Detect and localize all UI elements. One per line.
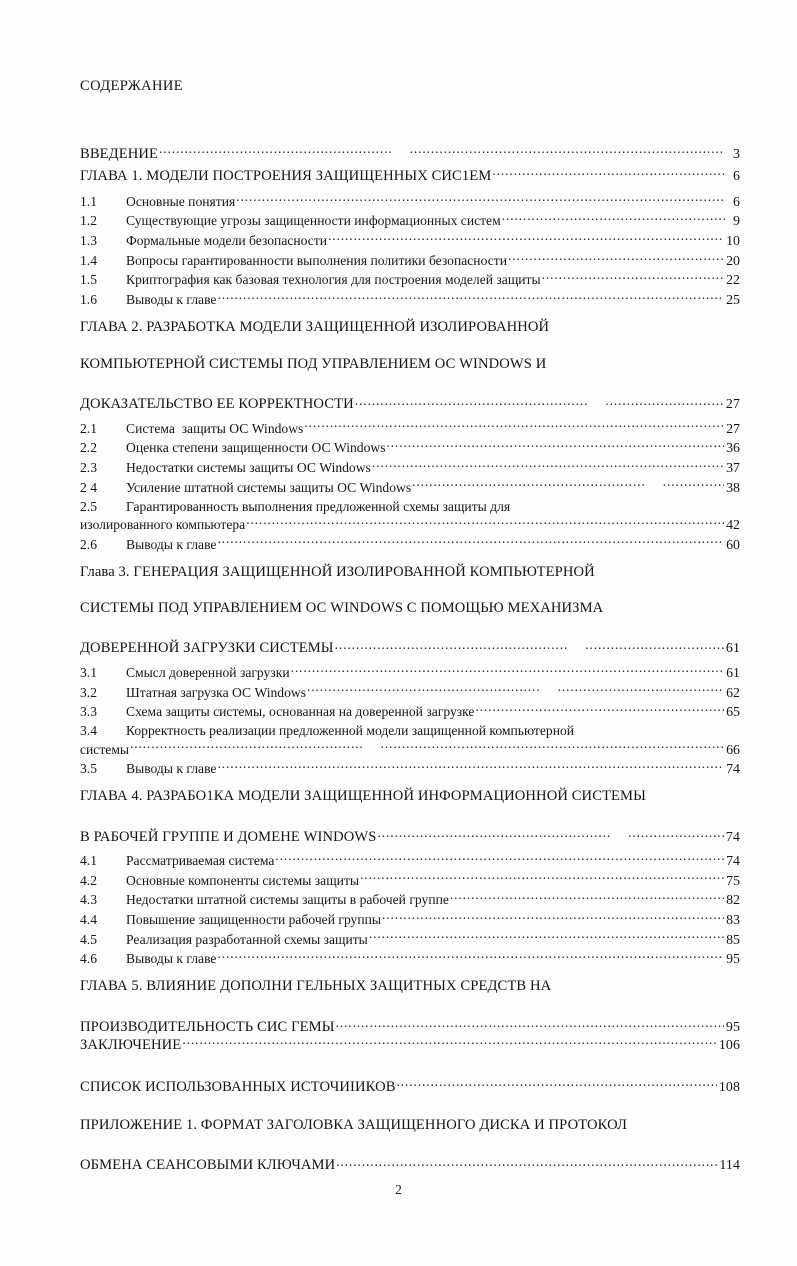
leader-dots xyxy=(378,826,724,841)
toc-section-3-1[interactable] xyxy=(80,663,740,683)
chapter2-heading-line3 xyxy=(80,393,740,412)
section-label: Смысл доверенной загрузки xyxy=(126,664,290,680)
section-number: 3.4 xyxy=(80,723,97,739)
leader-dots xyxy=(335,638,724,653)
toc-section-2-6[interactable] xyxy=(80,535,740,555)
toc-section-2-2[interactable] xyxy=(80,439,740,459)
toc-entry-page: 95 xyxy=(725,1019,740,1035)
toc-entry-page: 106 xyxy=(718,1038,740,1054)
section-number: 2.2 xyxy=(80,440,97,456)
leader-dots xyxy=(336,1154,717,1169)
toc-section-1-1[interactable] xyxy=(80,192,740,212)
section-page: 9 xyxy=(733,214,740,230)
section-number: 1.2 xyxy=(80,213,97,229)
section-label: Формальные модели безопасности xyxy=(126,233,328,249)
toc-section-1-4[interactable] xyxy=(80,251,740,271)
toc-section-4-2[interactable] xyxy=(80,871,740,891)
toc-entry-label: ВВЕДЕНИЕ xyxy=(80,145,159,162)
toc-section-3-5[interactable] xyxy=(80,760,740,780)
toc-entry-page: 108 xyxy=(718,1079,740,1095)
leader-dots xyxy=(217,950,724,964)
toc-entry-label: ДОВЕРЕННОЙ ЗАГРУЗКИ СИСТЕМЫ xyxy=(80,640,334,657)
toc-section-3-4[interactable] xyxy=(80,722,740,740)
section-label: Усиление штатной системы защиты ОС Windows xyxy=(126,479,412,495)
section-number: 4.6 xyxy=(80,951,97,967)
section-label: Вопросы гарантированности выполнения политики безопасности xyxy=(126,252,507,268)
section-number: 4.4 xyxy=(80,912,97,928)
section-number: 4.5 xyxy=(80,931,97,947)
toc-sections-chapter3 xyxy=(80,663,740,779)
section-label: Рассматриваемая система xyxy=(126,853,275,869)
toc-section-1-6[interactable] xyxy=(80,291,740,311)
section-number: 3.5 xyxy=(80,761,97,777)
section-number: 1.1 xyxy=(80,193,97,209)
toc-entry-introduction[interactable] xyxy=(80,143,740,163)
toc-section-3-4-continuation[interactable] xyxy=(80,740,740,760)
section-label: Повышение защищенности рабочей группы xyxy=(126,912,382,928)
toc-section-2-5-continuation[interactable] xyxy=(80,515,740,535)
leader-dots xyxy=(307,683,724,697)
toc-entry-label: ГЛАВА 1. МОДЕЛИ ПОСТРОЕНИЯ ЗАЩИЩЕННЫХ СИС1ЕМ xyxy=(80,168,492,185)
leader-dots xyxy=(328,232,724,246)
section-page: 74 xyxy=(726,762,740,778)
leader-dots xyxy=(336,1016,724,1031)
toc-section-3-2[interactable] xyxy=(80,683,740,703)
toc-section-2-3[interactable] xyxy=(80,458,740,478)
leader-dots xyxy=(386,439,724,453)
toc-entry-label: СПИСОК ИСПОЛЬЗОВАННЫХ ИСТОЧИIИКОВ xyxy=(80,1078,396,1095)
toc-entry-page: 6 xyxy=(732,169,740,185)
section-page: 65 xyxy=(726,705,740,721)
toc-section-4-3[interactable] xyxy=(80,891,740,911)
toc-entry-chapter3[interactable] xyxy=(80,565,740,657)
section-number: 3.2 xyxy=(80,684,97,700)
toc-entry-page: 74 xyxy=(725,829,740,845)
section-page: 20 xyxy=(726,253,740,269)
section-number: 1.4 xyxy=(80,252,97,268)
toc-section-2-1[interactable] xyxy=(80,419,740,439)
leader-dots xyxy=(236,192,725,206)
section-page: 42 xyxy=(726,517,740,533)
page-folio: 2 xyxy=(395,1182,402,1197)
toc-entry-page: 3 xyxy=(732,146,740,162)
toc-entry-page: 114 xyxy=(719,1157,740,1173)
leader-dots xyxy=(369,930,724,944)
section-page: 82 xyxy=(726,893,740,909)
section-page: 74 xyxy=(726,854,740,870)
leader-dots xyxy=(217,760,724,774)
section-number: 3.3 xyxy=(80,704,97,720)
section-page: 85 xyxy=(726,932,740,948)
leader-dots xyxy=(502,212,725,226)
toc-entry-label: В РАБОЧЕЙ ГРУППЕ И ДОМЕНЕ WINDOWS xyxy=(80,828,377,845)
section-page: 61 xyxy=(726,665,740,681)
toc-content xyxy=(80,78,740,1173)
leader-dots xyxy=(492,166,725,181)
toc-entry-conclusion[interactable] xyxy=(80,1035,740,1055)
section-page: 27 xyxy=(726,421,740,437)
toc-section-4-4[interactable] xyxy=(80,910,740,930)
toc-entry-chapter4[interactable] xyxy=(80,789,740,844)
section-page: 6 xyxy=(733,194,740,210)
toc-entry-label: ОБМЕНА СЕАНСОВЫМИ КЛЮЧАМИ xyxy=(80,1156,336,1173)
leader-dots xyxy=(382,910,724,924)
section-page: 36 xyxy=(726,441,740,457)
section-label: Корректность реализации предложенной модели защищенной компьютерной xyxy=(126,723,575,739)
toc-entry-label: ПРОИЗВОДИТЕЛЬНОСТЬ СИС ГЕМЫ xyxy=(80,1018,335,1035)
section-label: Гарантированность выполнения предложенной схемы защиты для xyxy=(126,498,511,514)
toc-section-2-5[interactable] xyxy=(80,498,740,516)
chapter5-heading-line1: ГЛАВА 5. ВЛИЯНИЕ ДОПОЛНИ ГЕЛЬНЫХ ЗАЩИТНЫХ СРЕДСТВ НА xyxy=(80,978,552,995)
toc-entry-label: ДОКАЗАТЕЛЬСТВО ЕЕ КОРРЕКТНОСТИ xyxy=(80,396,354,412)
toc-entry-references[interactable] xyxy=(80,1076,740,1096)
chapter3-heading-line1: Глава 3. ГЕНЕРАЦИЯ ЗАЩИЩЕННОЙ ИЗОЛИРОВАННОЙ КОМПЬЮТЕРНОЙ xyxy=(80,563,595,580)
toc-sections-chapter1 xyxy=(80,192,740,310)
leader-dots xyxy=(275,851,724,865)
section-page: 60 xyxy=(726,537,740,553)
leader-dots xyxy=(217,535,724,549)
toc-entry-appendix1[interactable] xyxy=(80,1118,740,1173)
leader-dots xyxy=(397,1076,717,1091)
toc-section-4-6[interactable] xyxy=(80,950,740,970)
section-number: 2.5 xyxy=(80,498,97,514)
section-page: 38 xyxy=(726,480,740,496)
section-label: Оценка степени защищенности ОС Windows xyxy=(126,440,386,456)
toc-entry-chapter5[interactable] xyxy=(80,979,740,1034)
section-label: Криптография как базовая технология для построения моделей защиты xyxy=(126,272,541,288)
leader-dots xyxy=(412,478,724,492)
section-number: 2 4 xyxy=(80,479,97,495)
section-page: 22 xyxy=(726,273,740,289)
toc-section-1-2[interactable] xyxy=(80,212,740,232)
section-number: 1.5 xyxy=(80,272,97,288)
section-label: Недостатки системы защиты ОС Windows xyxy=(126,459,371,475)
section-page: 66 xyxy=(726,742,740,758)
toc-section-1-5[interactable] xyxy=(80,271,740,291)
toc-entry-chapter2[interactable] xyxy=(80,320,740,412)
leader-dots xyxy=(355,393,724,408)
leader-dots xyxy=(508,251,724,265)
chapter2-heading-line2: КОМПЬЮТЕРНОЙ СИСТЕМЫ ПОД УПРАВЛЕНИЕМ ОС WINDOWS И xyxy=(80,355,547,372)
leader-dots xyxy=(475,703,724,717)
section-number: 3.1 xyxy=(80,664,97,680)
section-page: 62 xyxy=(726,685,740,701)
section-label-wrap: системы xyxy=(80,741,130,757)
section-page: 83 xyxy=(726,913,740,929)
section-number: 2.3 xyxy=(80,459,97,475)
section-label: Выводы к главе xyxy=(126,951,217,967)
toc-entry-chapter1[interactable] xyxy=(80,166,740,186)
chapter4-heading-line1: ГЛАВА 4. РАЗРАБО1КА МОДЕЛИ ЗАЩИЩЕННОЙ ИНФОРМАЦИОННОЙ СИСТЕМЫ xyxy=(80,788,646,805)
toc-section-1-3[interactable] xyxy=(80,232,740,252)
page-title: СОДЕРЖАНИЕ xyxy=(80,78,183,94)
toc-sections-chapter4 xyxy=(80,851,740,969)
section-number: 2.6 xyxy=(80,536,97,552)
section-label: Основные компоненты системы защиты xyxy=(126,872,360,888)
toc-sections-chapter2 xyxy=(80,419,740,555)
section-number: 4.2 xyxy=(80,872,97,888)
toc-entry-label: ЗАКЛЮЧЕНИЕ xyxy=(80,1037,182,1054)
leader-dots xyxy=(450,891,724,905)
appendix1-heading-line1: ПРИЛОЖЕНИЕ 1. ФОРМАТ ЗАГОЛОВКА ЗАЩИЩЕННОГО ДИСКА И ПРОТОКОЛ xyxy=(80,1116,628,1133)
section-label: Штатная загрузка ОС Windows xyxy=(126,684,307,700)
leader-dots xyxy=(304,419,724,433)
section-number: 1.3 xyxy=(80,233,97,249)
toc-entry-page: 27 xyxy=(725,397,740,412)
section-label: Схема защиты системы, основанная на доверенной загрузке xyxy=(126,704,475,720)
section-label: Выводы к главе xyxy=(126,292,217,308)
section-label: Существующие угрозы защищенности информационных систем xyxy=(126,213,501,229)
section-label: Недостатки штатной системы защиты в рабочей группе xyxy=(126,892,449,908)
chapter2-heading-line1: ГЛАВА 2. РАЗРАБОТКА МОДЕЛИ ЗАЩИЩЕННОЙ ИЗОЛИРОВАННОЙ xyxy=(80,319,550,336)
section-number: 1.6 xyxy=(80,292,97,308)
section-page: 95 xyxy=(726,952,740,968)
chapter3-heading-line3 xyxy=(80,638,740,657)
section-label: Система защиты ОС Windows xyxy=(126,420,304,436)
leader-dots xyxy=(542,271,724,285)
toc-entry-page: 61 xyxy=(725,641,740,657)
appendix1-heading-line2 xyxy=(80,1154,740,1173)
section-page: 25 xyxy=(726,293,740,309)
leader-dots xyxy=(360,871,724,885)
toc-section-2-4[interactable] xyxy=(80,478,740,498)
section-page: 37 xyxy=(726,460,740,476)
toc-section-4-1[interactable] xyxy=(80,851,740,871)
leader-dots xyxy=(291,663,725,677)
section-page: 75 xyxy=(726,873,740,889)
section-label: Выводы к главе xyxy=(126,536,217,552)
chapter3-heading-line2: СИСТЕМЫ ПОД УПРАВЛЕНИЕМ ОС WINDOWS С ПОМОЩЬЮ МЕХАНИЗМА xyxy=(80,600,604,617)
toc-section-3-3[interactable] xyxy=(80,703,740,723)
leader-dots xyxy=(130,740,724,754)
section-label-wrap: изолированного компьютера xyxy=(80,516,246,532)
section-page: 10 xyxy=(726,234,740,250)
section-label: Реализация разработанной схемы защиты xyxy=(126,931,368,947)
section-label: Основные понятия xyxy=(126,193,236,209)
leader-dots xyxy=(246,515,724,529)
leader-dots xyxy=(182,1035,717,1050)
section-label: Выводы к главе xyxy=(126,761,217,777)
chapter4-heading-line2 xyxy=(80,826,740,845)
leader-dots xyxy=(217,291,724,305)
chapter5-heading-line2 xyxy=(80,1016,740,1035)
leader-dots xyxy=(159,143,725,158)
section-number: 4.1 xyxy=(80,853,97,869)
section-number: 2.1 xyxy=(80,420,97,436)
leader-dots xyxy=(372,458,724,472)
section-number: 4.3 xyxy=(80,892,97,908)
toc-section-4-5[interactable] xyxy=(80,930,740,950)
